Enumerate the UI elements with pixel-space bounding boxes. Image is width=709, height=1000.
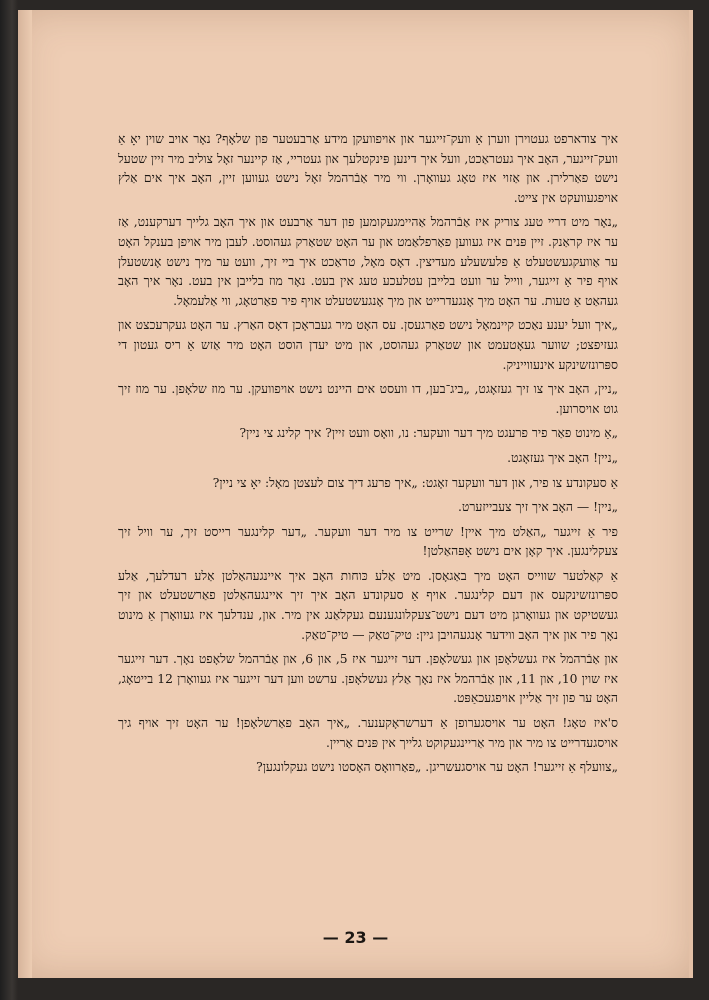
paragraph: אַ סעקונדע צו פיר, און דער וועקער זאָגט: „איך פרעג דיך צום לעצטן מאָל: יאָ צי ניין? (212, 475, 618, 490)
paragraph: ס'איז טאָג! האָט ער אויסגערופן אַ דערשראָקענער. „איך האָב פאַרשלאָפן! ער האָט זיך אויף גיך אויסגעדרייט צו מיר און מיר אַריינגעקוקט גלייך אין פּנים אַריין. (118, 716, 618, 750)
paragraph: „צוועלף אַ זייגער! האָט ער אויסגעשריגן. „פאַרוואָס האָסטו נישט געקלונגען? (256, 760, 618, 775)
paragraph: איך צודארפט געטוירן ווערן אַ וועק־זייגער און אויפוועקן מידע אַרבעטער פון שלאָף? נאָר אויב שוין יאָ אַ וועק־זייגער, האָב איך געטראַכט, וועל איך דינען פּינקטלעך און געטריי, אַז קיינער זאָל צוליב מיר זיין שטעל נישט פאַרלירן. און אַזוי איז טאָג געוואָרן. ווי מיר אַבֿרהמל זאָל נישט געווען זיין, האָב איך אים אַלץ אויפגעוועקט אין צייט. (118, 132, 618, 205)
paragraph: „איך וועל יענע נאַכט קיינמאָל נישט פאַרגעסן. עס האָט מיר געבראָכן דאָס האַרץ. ער האָט געקרעכצט און געזיפצט; שווער געאָטעמט און שטאַרק געהוסט, און מיט יעדן הוסט האָט מיר אַזש אַ ריס געטון די ספּרונזשינקע אינעווייניק. (118, 318, 618, 372)
paragraph: און אַבֿרהמל איז געשלאָפן און געשלאָפן. דער זייגער איז 5, און 6, און אַבֿרהמל שלאָפט נאָך. דער זייגער איז שוין 10, און 11, און אַבֿרהמל איז נאָך אַלץ געשלאָפן. ערשט ווען דער זייגער איז געוואָרן 12 בייטאָג, האָט ער פון זיך אַליין אויפגעכאַפּט. (118, 652, 618, 706)
paragraph: אַ קאַלטער שווייס האָט מיך באַגאָסן. מיט אַלע כּוחות האָב איך איינגעהאַלטן אַלע רעדלעך, אַלע ספּרונזשינקעס און דעם קלינגער. אויף אַ סעקונדע האָב איך זיך איינגעהאַלטן פאַרשטעלט און זיך געשטיקט און געוואָרגן מיט דעם נישט־צעקלונגענעם געקלאַנג אין מיר. און, ענדלעך איז געוואָרן אַ מינוט נאָך פיר און איך האָב ווידער אָנגעהויבן גיין: טיק־טאַק — טיק־טאַק. (118, 568, 618, 642)
body-text (118, 130, 618, 783)
page-edge (689, 10, 693, 978)
paragraph: „נאָר מיט דריי טעג צוריק איז אַבֿרהמל אַהיימגעקומען פון דער אַרבעט און איך האָב גלייך דערקענט, אַז ער איז קראַנק. זיין פּנים איז געווען פאַרפלאַמט און ער האָט שטאַרק געהוסט. לעבן מיר אויפן בענקל האָט ער אַוועקגעשטעלט אַ פלעשעלע מעדיצין. דאָס מאָל, טראַכט איך ביי זיך, וועט ער מיך נישט אָנשטעלן אויף פיר אַ זייגער, ווייל ער וועט בלייבן עטלעכע טעג אין בעט. נאָר מוז בלייבן אין בעט. נאָר איך האָב געהאַט אַ טעות. ער האָט מיך אָנגעדרייט און מיך אָנגעשטעלט אויף פיר פאַרטאָג, ווי אַלעמאָל. (118, 215, 618, 308)
book-page (18, 10, 693, 978)
page-number: — 23 — (322, 928, 389, 947)
paragraph: פיר אַ זייגער „האַלט מיך איין! שרייט צו מיר דער וועקער. „דער קלינגער רייסט זיך, ער וויל זיך צעקלינגען. איך קאָן אים נישט אָפּהאַלטן! (118, 524, 618, 559)
paragraph: „ניין! — האָב איך זיך צעבייזערט. (458, 500, 618, 515)
page-spine-shadow (18, 10, 32, 978)
paragraph: „ניין, האָב איך צו זיך געזאָגט, „ביג־בען, דו וועסט אים היינט נישט אויפוועקן. ער מוז שלאָפן. ער מוז זיך גוט אויסרוען. (118, 382, 618, 416)
paragraph: „ניין! האָב איך געזאָגט. (507, 450, 618, 465)
paragraph: „אַ מינוט פאַר פיר פרעגט מיך דער וועקער: נו, וואָס וועט זיין? איך קלינג צי ניין? (239, 426, 618, 441)
